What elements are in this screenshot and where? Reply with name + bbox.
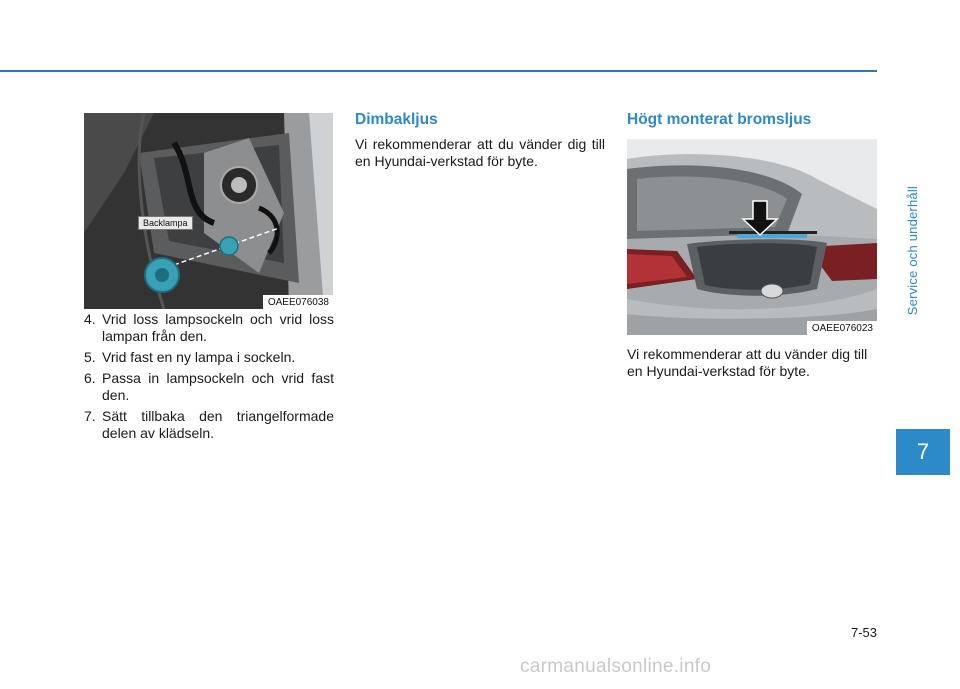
page-number: 7-53 xyxy=(850,625,877,640)
step-item xyxy=(84,349,334,366)
step-number: 6. xyxy=(84,370,96,386)
step-text: Sätt tillbaka den triangelformade delen av klädseln. xyxy=(102,408,334,441)
step-item xyxy=(84,311,334,345)
step-text: Vrid loss lampsockeln och vrid loss lampan från den. xyxy=(102,311,334,344)
dimbakljus-heading: Dimbakljus xyxy=(355,111,438,128)
instruction-steps xyxy=(84,311,334,446)
brake-light-illustration xyxy=(627,139,877,335)
step-item xyxy=(84,370,334,404)
step-number: 7. xyxy=(84,408,96,424)
top-rule xyxy=(0,70,877,72)
step-item xyxy=(84,408,334,442)
figure-code: OAEE076038 xyxy=(263,295,333,309)
brake-light-figure xyxy=(627,139,877,335)
step-number: 5. xyxy=(84,349,96,365)
step-text: Vrid fast en ny lampa i sockeln. xyxy=(102,349,296,365)
figure-code: OAEE076023 xyxy=(807,321,877,335)
lamp-socket-illustration xyxy=(84,113,333,309)
lamp-socket-figure xyxy=(84,113,333,309)
step-text: Passa in lampsockeln och vrid fast den. xyxy=(102,370,334,403)
dimbakljus-text: Vi rekommenderar att du vänder dig till en Hyundai-verkstad för byte. xyxy=(355,136,605,169)
watermark: carmanualsonline.info xyxy=(520,656,712,677)
section-tab-label: Service och underhåll xyxy=(904,185,920,316)
bromsljus-heading: Högt monterat bromsljus xyxy=(627,111,812,128)
step-number: 4. xyxy=(84,311,96,327)
backlampa-callout: Backlampa xyxy=(138,216,193,230)
bromsljus-text: Vi rekommenderar att du vänder dig till en Hyundai-verkstad för byte. xyxy=(627,346,868,379)
section-tab xyxy=(900,72,924,429)
chapter-number-badge: 7 xyxy=(896,429,950,475)
